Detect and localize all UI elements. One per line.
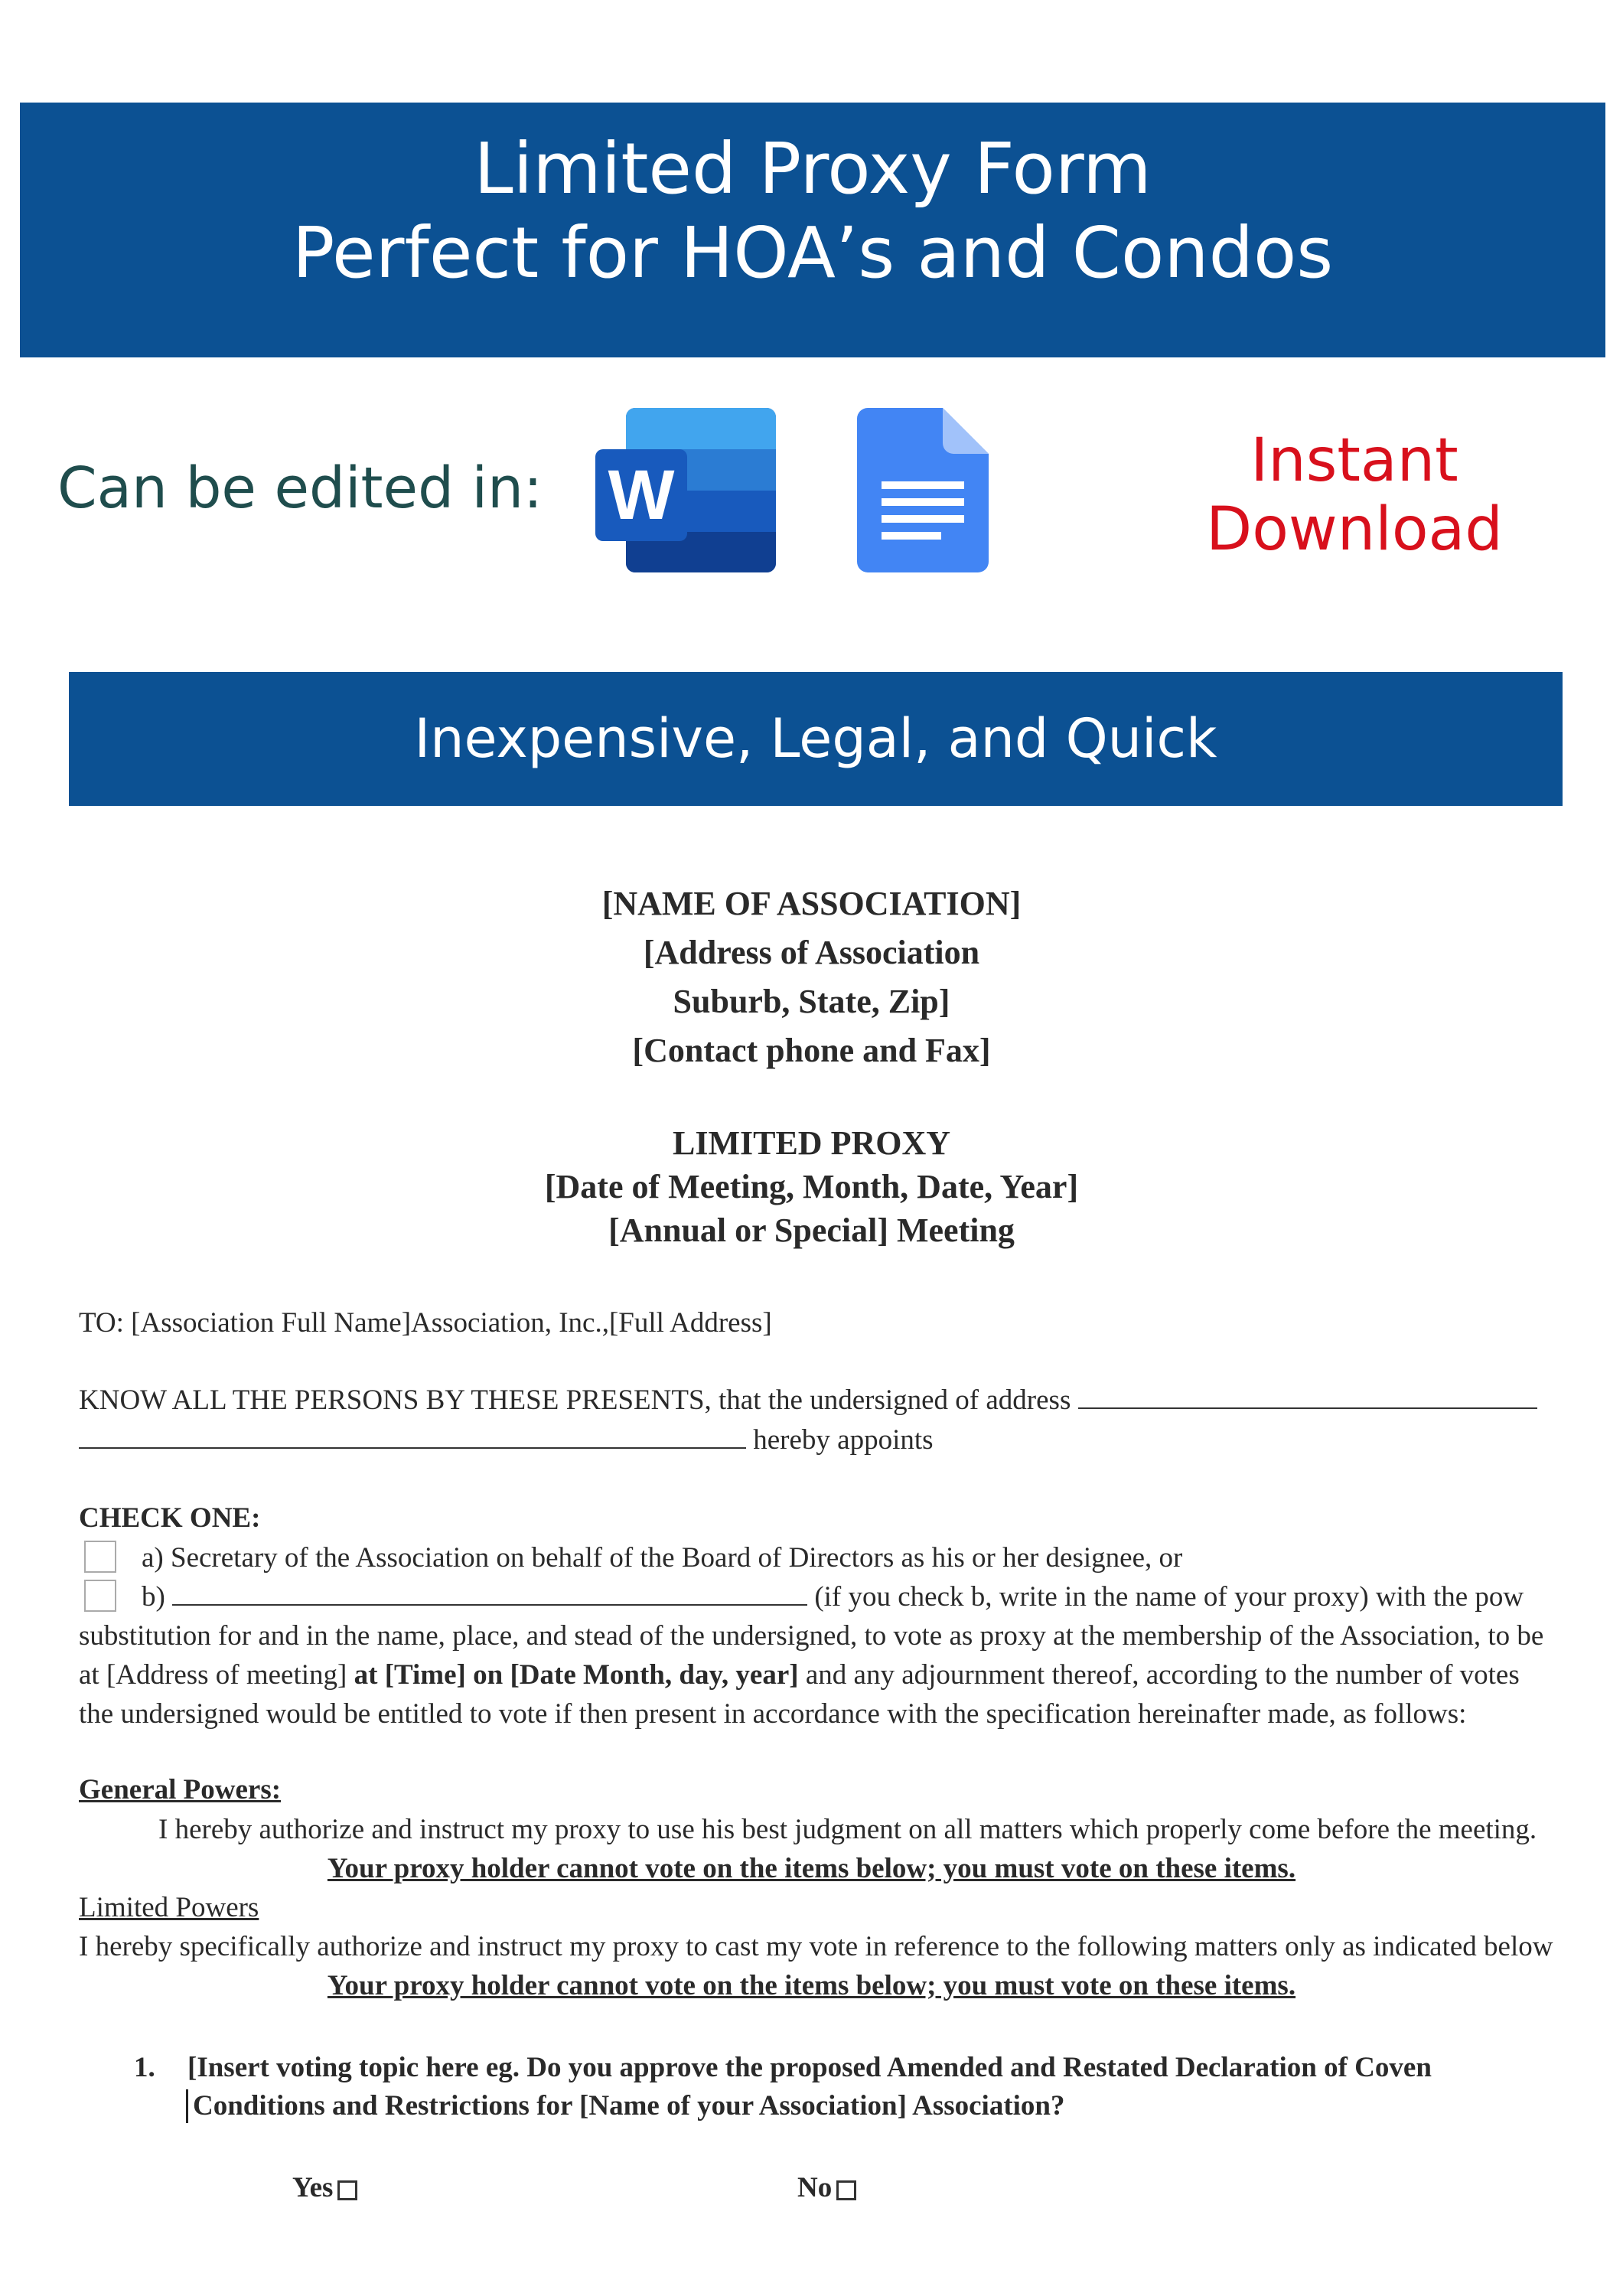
address-blank[interactable] xyxy=(1078,1407,1537,1409)
option-b-suffix: (if you check b, write in the name of your proxy) with the pow xyxy=(814,1581,1524,1613)
item-line2: Conditions and Restrictions for [Name of your Association] Association? xyxy=(193,2090,1065,2122)
word-icon-letter: W xyxy=(608,456,675,534)
item-number: 1. xyxy=(134,2052,155,2083)
proxy-name-blank[interactable] xyxy=(172,1604,807,1606)
meeting-place: at [Address of meeting] xyxy=(79,1659,347,1691)
instant-line1: Instant xyxy=(1250,426,1458,495)
general-powers-heading: General Powers: xyxy=(79,1774,282,1805)
sub-banner xyxy=(69,672,1563,806)
no-label: No xyxy=(797,2172,833,2203)
no-checkbox[interactable] xyxy=(836,2180,856,2200)
association-suburb: Suburb, State, Zip] xyxy=(673,983,950,1020)
sub-banner-text: Inexpensive, Legal, and Quick xyxy=(414,707,1217,770)
check-one-label: CHECK ONE: xyxy=(79,1502,261,1534)
limited-powers-heading: Limited Powers xyxy=(79,1892,259,1923)
no-option[interactable] xyxy=(797,2171,856,2204)
general-powers-text: I hereby authorize and instruct my proxy to use his best judgment on all matters which properly come before the meeting. xyxy=(158,1814,1537,1845)
association-contact: [Contact phone and Fax] xyxy=(632,1032,991,1069)
limited-powers-text: I hereby specifically authorize and instruct my proxy to cast my vote in reference to the following matters only as indicated below xyxy=(79,1931,1553,1962)
entitled-text: the undersigned would be entitled to vote if then present in accordance with the specification hereinafter made, as follows: xyxy=(79,1698,1467,1730)
text-cursor xyxy=(186,2089,188,2123)
microsoft-word-icon xyxy=(595,408,776,572)
document-preview xyxy=(0,872,1623,2296)
proxy-title: LIMITED PROXY xyxy=(672,1124,951,1162)
top-banner xyxy=(20,103,1605,357)
know-line xyxy=(79,1384,1537,1417)
appoints-text: hereby appoints xyxy=(753,1424,934,1456)
to-line: TO: [Association Full Name]Association, Inc.,[Full Address] xyxy=(79,1307,772,1339)
meeting-date: [Date of Meeting, Month, Date, Year] xyxy=(544,1168,1079,1205)
banner-title: Limited Proxy Form xyxy=(474,128,1152,210)
know-text: KNOW ALL THE PERSONS BY THESE PRESENTS, that the undersigned of address xyxy=(79,1384,1071,1416)
instant-download-label xyxy=(1178,426,1530,564)
association-address: [Address of Association xyxy=(643,934,980,971)
meeting-time: at [Time] on [Date Month, day, year] xyxy=(354,1659,799,1691)
yes-label: Yes xyxy=(292,2172,334,2203)
limited-warning: Your proxy holder cannot vote on the items below; you must vote on these items. xyxy=(327,1970,1296,2001)
address-blank-2[interactable] xyxy=(79,1447,746,1449)
substitution-text: substitution for and in the name, place, and stead of the undersigned, to vote as proxy at the membership of the Association, to be xyxy=(79,1620,1544,1652)
meeting-suffix: and any adjournment thereof, according to the number of votes xyxy=(805,1659,1520,1691)
general-warning: Your proxy holder cannot vote on the items below; you must vote on these items. xyxy=(327,1853,1296,1884)
instant-line2: Download xyxy=(1206,495,1503,564)
google-docs-icon xyxy=(857,408,989,572)
option-a-checkbox[interactable] xyxy=(84,1541,116,1573)
meeting-place-line xyxy=(79,1658,1520,1691)
option-a-text: a) Secretary of the Association on behalf of the Board of Directors as his or her designee, or xyxy=(142,1542,1183,1574)
yes-checkbox[interactable] xyxy=(337,2180,357,2200)
option-b-checkbox[interactable] xyxy=(84,1580,116,1612)
banner-subtitle: Perfect for HOA’s and Condos xyxy=(292,212,1334,294)
option-b-line xyxy=(142,1580,1524,1613)
edited-in-label: Can be edited in: xyxy=(57,455,543,521)
meeting-type: [Annual or Special] Meeting xyxy=(608,1212,1015,1249)
item-line1: [Insert voting topic here eg. Do you approve the proposed Amended and Restated Declaration of Coven xyxy=(187,2052,1432,2083)
association-name: [NAME OF ASSOCIATION] xyxy=(601,885,1022,922)
yes-option[interactable] xyxy=(292,2171,357,2204)
appoints-line xyxy=(79,1424,934,1456)
option-b-prefix: b) xyxy=(142,1581,165,1613)
